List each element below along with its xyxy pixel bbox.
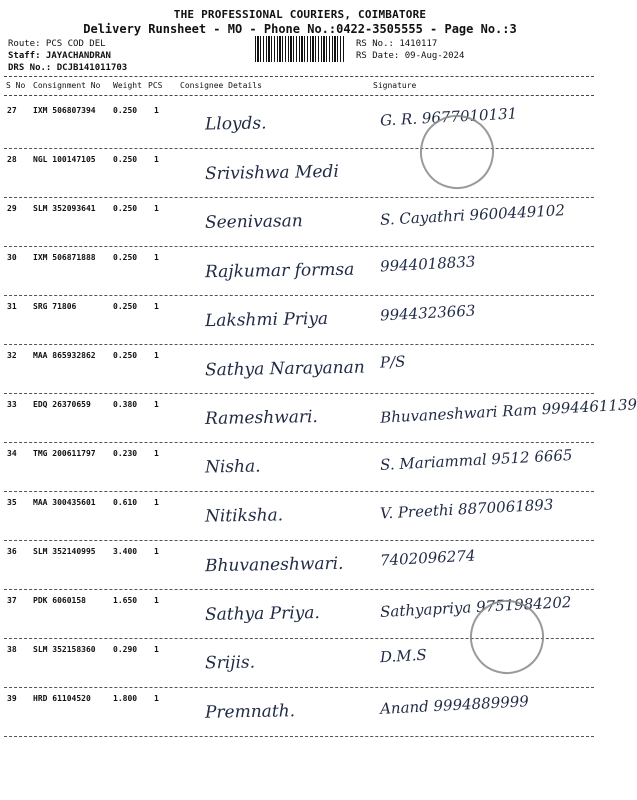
weight-value: 0.250 (113, 106, 138, 115)
pieces-count: 1 (154, 106, 159, 115)
consignment-number: TMG 200611797 (33, 449, 96, 458)
consignee-name: Lakshmi Priya (204, 308, 329, 332)
pieces-count: 1 (154, 204, 159, 213)
col-pcs: PCS (148, 81, 163, 90)
signature: 9944018833 (379, 252, 476, 276)
table-row (0, 492, 600, 541)
table-row (0, 100, 600, 149)
serial-number: 29 (7, 204, 17, 213)
pieces-count: 1 (154, 645, 159, 654)
runsheet-title: Delivery Runsheet - MO - Phone No.:0422-3505555 - Page No.:3 (83, 22, 517, 36)
consignment-number: NGL 100147105 (33, 155, 96, 164)
consignee-name: Bhuvaneshwari. (204, 553, 344, 577)
consignment-number: SLM 352093641 (33, 204, 96, 213)
table-row (0, 247, 600, 296)
signature: S. Mariammal 9512 6665 (379, 445, 573, 475)
signature: S. Cayathri 9600449102 (379, 201, 566, 229)
pieces-count: 1 (154, 155, 159, 164)
table-row (0, 443, 600, 492)
signature: 7402096274 (379, 546, 476, 570)
consignment-number: SRG 71806 (33, 302, 77, 311)
header-divider (4, 76, 594, 77)
serial-number: 33 (7, 400, 17, 409)
weight-value: 3.400 (113, 547, 138, 556)
consignee-name: Premnath. (204, 701, 296, 723)
header-right (356, 38, 464, 62)
rs-number: RS No.: 1410117 (356, 39, 438, 49)
consignee-name: Sathya Priya. (204, 602, 321, 626)
serial-number: 31 (7, 302, 17, 311)
pieces-count: 1 (154, 449, 159, 458)
pieces-count: 1 (154, 547, 159, 556)
weight-value: 1.650 (113, 596, 138, 605)
table-row (0, 688, 600, 737)
signature: V. Preethi 8870061893 (379, 495, 554, 523)
signature: Anand 9994889999 (379, 692, 530, 718)
row-divider (4, 736, 594, 737)
serial-number: 38 (7, 645, 17, 654)
table-row (0, 198, 600, 247)
signature: P/S (379, 352, 406, 372)
consignee-name: Nisha. (204, 456, 261, 478)
rs-date: RS Date: 09-Aug-2024 (356, 51, 465, 61)
consignee-name: Sathya Narayanan (204, 357, 365, 381)
serial-number: 28 (7, 155, 17, 164)
table-row (0, 149, 600, 198)
consignment-number: EDQ 26370659 (33, 400, 91, 409)
serial-number: 35 (7, 498, 17, 507)
company-title: THE PROFESSIONAL COURIERS, COIMBATORE (173, 8, 427, 21)
consignee-name: Nitiksha. (204, 505, 284, 527)
consignment-number: PDK 6060158 (33, 596, 86, 605)
consignee-name: Seenivasan (204, 211, 303, 233)
col-signature: Signature (373, 81, 417, 90)
serial-number: 27 (7, 106, 17, 115)
table-row (0, 394, 637, 443)
table-row (0, 296, 600, 345)
serial-number: 36 (7, 547, 17, 556)
col-weight: Weight (113, 81, 142, 90)
weight-value: 1.800 (113, 694, 138, 703)
route-info: Route: PCS COD DEL (8, 39, 106, 49)
signature: D.M.S (379, 645, 428, 667)
weight-value: 0.250 (113, 351, 138, 360)
pieces-count: 1 (154, 400, 159, 409)
serial-number: 34 (7, 449, 17, 458)
consignment-number: IXM 506871888 (33, 253, 96, 262)
col-sno: S No (6, 81, 26, 90)
weight-value: 0.250 (113, 302, 138, 311)
weight-value: 0.250 (113, 155, 138, 164)
consignee-name: Rajkumar formsa (204, 259, 355, 283)
serial-number: 32 (7, 351, 17, 360)
signature: 9944323663 (379, 301, 476, 325)
header-left (8, 38, 127, 74)
signature: Bhuvaneshwari Ram 9994461139 (379, 395, 637, 427)
pieces-count: 1 (154, 253, 159, 262)
consignment-number: SLM 352140995 (33, 547, 96, 556)
consignee-name: Lloyds. (204, 113, 267, 135)
weight-value: 0.380 (113, 400, 138, 409)
col-consignment: Consignment No (33, 81, 101, 90)
serial-number: 30 (7, 253, 17, 262)
serial-number: 37 (7, 596, 17, 605)
consignment-number: SLM 352158360 (33, 645, 96, 654)
drs-info: DRS No.: DCJB141011703 (8, 63, 128, 73)
consignment-number: HRD 61104520 (33, 694, 91, 703)
staff-info: Staff: JAYACHANDRAN (8, 51, 111, 61)
col-consignee: Consignee Details (180, 81, 262, 90)
consignment-number: IXM 506807394 (33, 106, 96, 115)
weight-value: 0.230 (113, 449, 138, 458)
table-row (0, 541, 600, 590)
consignment-number: MAA 300435601 (33, 498, 96, 507)
pieces-count: 1 (154, 694, 159, 703)
column-divider (4, 95, 594, 96)
pieces-count: 1 (154, 596, 159, 605)
consignee-name: Srivishwa Medi (204, 161, 339, 185)
pieces-count: 1 (154, 351, 159, 360)
signature: G. R. 9677010131 (379, 104, 518, 130)
signature: Sathyapriya 9751984202 (379, 593, 572, 621)
consignee-name: Rameshwari. (204, 407, 319, 429)
weight-value: 0.290 (113, 645, 138, 654)
weight-value: 0.610 (113, 498, 138, 507)
table-row (0, 345, 600, 394)
barcode (255, 36, 345, 62)
consignee-name: Srijis. (204, 652, 256, 674)
weight-value: 0.250 (113, 204, 138, 213)
pieces-count: 1 (154, 498, 159, 507)
pieces-count: 1 (154, 302, 159, 311)
consignment-number: MAA 865932862 (33, 351, 96, 360)
serial-number: 39 (7, 694, 17, 703)
weight-value: 0.250 (113, 253, 138, 262)
